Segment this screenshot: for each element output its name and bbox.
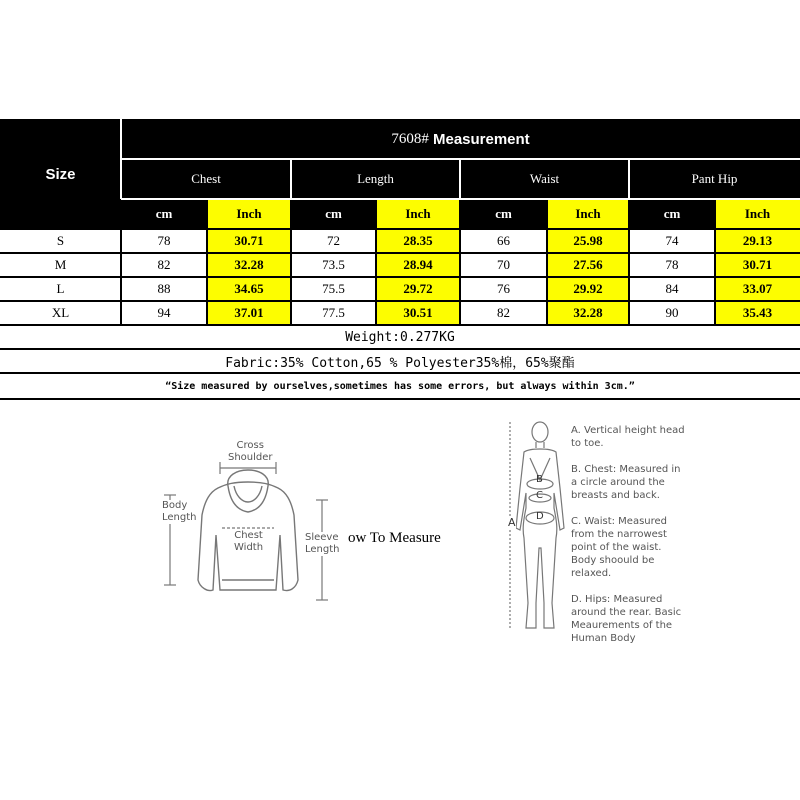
size-label: XL [51,305,70,320]
grid-line [290,199,292,325]
title-model: 7608# [391,130,429,147]
grid-line [714,199,716,325]
grid-line [459,199,461,325]
grid-line [120,199,122,325]
unit-cm-header: cm [460,199,547,229]
inch-value-cell: 25.98 [547,229,629,253]
inch-value-cell: 32.28 [207,253,291,277]
grid-line [0,398,800,400]
grid-line [628,159,630,199]
cm-value-cell: 78 [665,257,679,272]
chest-width-label: Chest Width [234,530,264,553]
unit-inch-header: Inch [547,199,629,229]
unit-cm-header: cm [291,199,376,229]
unit-cm-header: cm [629,199,715,229]
cm-value-cell: 90 [665,305,679,320]
grid-line [546,199,548,325]
cm-value-cell: 75.5 [322,281,345,296]
group-header-pant-hip: Pant Hip [629,159,800,199]
grid-line [290,159,292,199]
size-header-cell: Size [0,119,121,229]
sleeve-length-label: Sleeve Length [305,532,340,555]
inch-value-cell: 37.01 [207,301,291,325]
cm-value-cell: 82 [497,305,510,320]
size-label: S [56,233,65,248]
cm-value-cell: 94 [157,305,171,320]
body-letter-c: C [536,490,543,501]
group-header-length: Length [291,159,460,199]
inch-value-cell: 29.13 [715,229,800,253]
weight-row: Weight:0.277KG [345,329,455,345]
size-label: M [54,257,67,272]
grid-line [121,158,800,160]
cm-value-cell: 82 [157,257,171,272]
inch-value-cell: 28.35 [376,229,460,253]
inch-value-cell: 35.43 [715,301,800,325]
grid-line [206,199,208,325]
inch-value-cell: 29.92 [547,277,629,301]
grid-line [459,159,461,199]
cm-value-cell: 66 [497,233,510,248]
body-diagram [500,418,580,648]
group-header-chest: Chest [121,159,291,199]
unit-inch-header: Inch [207,199,291,229]
cm-value-cell: 73.5 [322,257,345,272]
cm-value-cell: 84 [665,281,679,296]
body-letter-d: D [536,511,544,522]
note-b: B. Chest: Measured in a circle around the breasts and back. [571,464,681,501]
fabric-row: Fabric:35% Cotton,65 % Polyester35%棉，65%聚酯 [225,355,575,371]
body-letter-b: B [536,474,543,485]
unit-inch-header: Inch [715,199,800,229]
disclaimer-row: “Size measured by ourselves,sometimes has some errors, but always within 3cm.” [165,380,635,392]
cm-value-cell: 77.5 [322,305,345,320]
cm-value-cell: 76 [497,281,510,296]
cm-value-cell: 88 [157,281,171,296]
cm-value-cell: 72 [327,233,340,248]
grid-line [628,199,630,325]
inch-value-cell: 29.72 [376,277,460,301]
inch-value-cell: 33.07 [715,277,800,301]
inch-value-cell: 30.71 [715,253,800,277]
cm-value-cell: 74 [665,233,679,248]
how-to-measure-text: ow To Measure [348,530,441,546]
inch-value-cell: 30.51 [376,301,460,325]
grid-line [0,348,800,350]
group-header-waist: Waist [460,159,629,199]
human-body-illustration [500,418,580,648]
cross-shoulder-label: Cross Shoulder [228,440,273,463]
garment-diagram [150,440,380,610]
grid-line [121,198,800,200]
cm-value-cell: 70 [497,257,510,272]
inch-value-cell: 27.56 [547,253,629,277]
inch-value-cell: 28.94 [376,253,460,277]
body-length-label: Body Length [162,500,197,523]
grid-line [375,199,377,325]
grid-line [0,372,800,374]
note-d: D. Hips: Measured around the rear. Basic Meaurements of the Human Body [571,594,682,644]
inch-value-cell: 34.65 [207,277,291,301]
sweatshirt-illustration [150,440,380,610]
table-title [121,119,800,159]
size-table [0,119,800,399]
size-label: L [56,281,65,296]
note-c: C. Waist: Measured from the narrowest point of the waist. Body shoould be relaxed. [571,516,668,579]
cm-value-cell: 78 [157,233,171,248]
unit-inch-header: Inch [376,199,460,229]
body-letter-a: A [508,516,516,529]
note-a: A. Vertical height head to toe. [571,425,685,449]
inch-value-cell: 30.71 [207,229,291,253]
unit-cm-header: cm [121,199,207,229]
inch-value-cell: 32.28 [547,301,629,325]
title-text: Measurement [428,130,530,148]
